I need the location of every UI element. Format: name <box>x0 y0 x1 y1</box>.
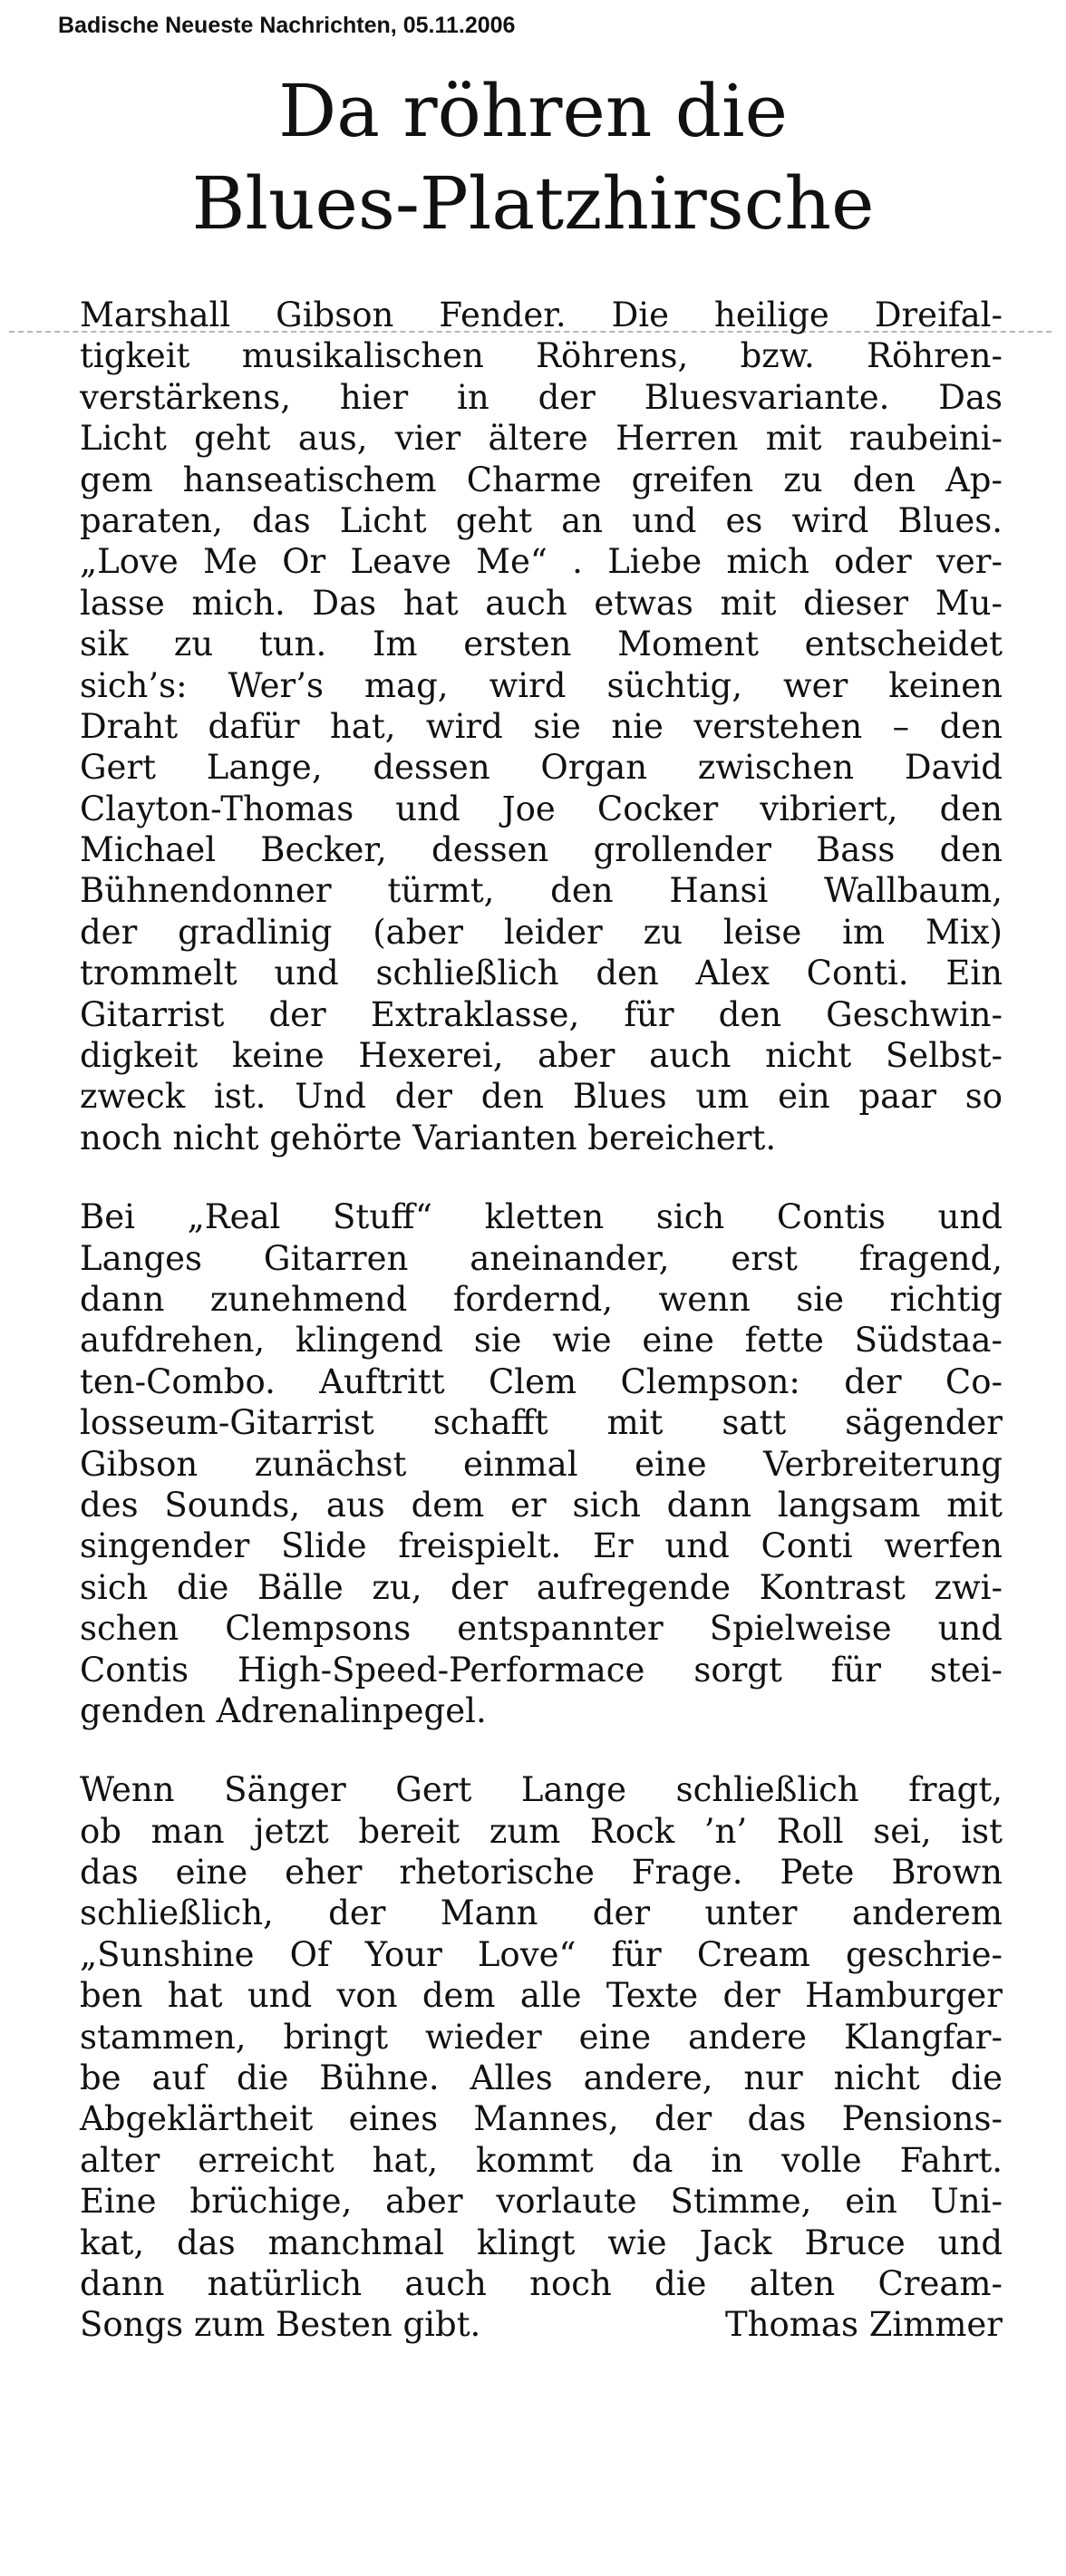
paragraph <box>80 1769 1003 2304</box>
text-line: noch nicht gehörte Varianten bereichert. <box>80 1118 777 1157</box>
text-line: Bühnendonner türmt, den Hansi Wallbaum, <box>80 871 1003 911</box>
text-line: Langes Gitarren aneinander, erst fragend, <box>80 1238 1003 1278</box>
text-line: tigkeit musikalischen Röhrens, bzw. Röhren- <box>80 336 1003 376</box>
text-line: Contis High-Speed-Performace sorgt für stei- <box>80 1650 1003 1690</box>
text-line: alter erreicht hat, kommt da in volle Fahrt. <box>80 2140 1003 2180</box>
newspaper-source-line: Badische Neueste Nachrichten, 05.11.2006 <box>58 13 516 38</box>
text-line: genden Adrenalinpegel. <box>80 1690 487 1730</box>
text-line: Michael Becker, dessen grollender Bass den <box>80 830 1003 870</box>
text-line: Clayton-Thomas und Joe Cocker vibriert, den <box>80 789 1003 828</box>
headline-line-2: Blues-Platzhirsche <box>191 161 875 246</box>
text-line: Gitarrist der Extraklasse, für den Geschwin- <box>80 994 1003 1034</box>
text-line: „Love Me Or Leave Me“ . Liebe mich oder ver- <box>80 542 1003 582</box>
article-paragraphs <box>80 295 1003 2304</box>
text-line: des Sounds, aus dem er sich dann langsam mit <box>80 1485 1003 1525</box>
headline-line-1: Da röhren die <box>278 69 788 153</box>
text-line: kat, das manchmal klingt wie Jack Bruce und <box>80 2223 1003 2262</box>
text-line: Draht dafür hat, wird sie nie verstehen – den <box>80 706 1003 746</box>
text-line: ob man jetzt bereit zum Rock ’n’ Roll sei, ist <box>80 1811 1003 1851</box>
text-line: der gradlinig (aber leider zu leise im Mix) <box>80 912 1003 952</box>
text-line: paraten, das Licht geht an und es wird Blues. <box>80 500 1003 540</box>
closing-line <box>80 2304 1003 2345</box>
text-line: ben hat und von dem alle Texte der Hamburger <box>80 1976 1003 2016</box>
text-line: be auf die Bühne. Alles andere, nur nicht die <box>80 2058 1003 2098</box>
text-line: verstärkens, hier in der Bluesvariante. Das <box>80 377 1003 417</box>
text-line: singender Slide freispielt. Er und Conti werfen <box>80 1526 1003 1566</box>
text-line: Eine brüchige, aber vorlaute Stimme, ein Uni- <box>80 2182 1003 2222</box>
paragraph <box>80 295 1003 1158</box>
text-line: stammen, bringt wieder eine andere Klangfar- <box>80 2017 1003 2057</box>
paragraph-gap <box>80 1731 1003 1769</box>
text-line: Licht geht aus, vier ältere Herren mit raubeini- <box>80 419 1003 459</box>
text-line: ten-Combo. Auftritt Clem Clempson: der Co- <box>80 1361 1003 1401</box>
text-line: trommelt und schließlich den Alex Conti. Ein <box>80 954 1003 993</box>
text-line: schen Clempsons entspannter Spielweise und <box>80 1609 1003 1649</box>
headline <box>0 65 1066 250</box>
author-byline: Thomas Zimmer <box>725 2305 1003 2345</box>
text-line: „Sunshine Of Your Love“ für Cream geschrie- <box>80 1934 1003 1974</box>
text-line: Abgeklärtheit eines Mannes, der das Pensions- <box>80 2099 1003 2139</box>
article-body <box>80 295 1003 2346</box>
text-line: gem hanseatischem Charme greifen zu den Ap- <box>80 460 1003 499</box>
text-line: aufdrehen, klingend sie wie eine fette Südstaa- <box>80 1321 1003 1361</box>
text-line: losseum-Gitarrist schafft mit satt sägender <box>80 1403 1003 1443</box>
text-line: Gibson zunächst einmal eine Verbreiterung <box>80 1444 1003 1484</box>
text-line: dann zunehmend fordernd, wenn sie richtig <box>80 1279 1003 1319</box>
paragraph <box>80 1196 1003 1731</box>
text-line: Wenn Sänger Gert Lange schließlich fragt, <box>80 1770 1003 1810</box>
text-line: digkeit keine Hexerei, aber auch nicht Selbst- <box>80 1036 1003 1076</box>
text-line: sich die Bälle zu, der aufregende Kontrast zwi- <box>80 1567 1003 1607</box>
text-line: Gert Lange, dessen Organ zwischen David <box>80 748 1003 788</box>
text-line: Bei „Real Stuff“ kletten sich Contis und <box>80 1197 1003 1237</box>
text-line: das eine eher rhetorische Frage. Pete Brown <box>80 1853 1003 1893</box>
text-line: dann natürlich auch noch die alten Cream- <box>80 2263 1003 2303</box>
paragraph-gap <box>80 1158 1003 1196</box>
text-line: lasse mich. Das hat auch etwas mit dieser Mu- <box>80 583 1003 623</box>
text-line: schließlich, der Mann der unter anderem <box>80 1893 1003 1933</box>
text-line: Marshall Gibson Fender. Die heilige Dreifal- <box>80 295 1003 334</box>
text-line: zweck ist. Und der den Blues um ein paar so <box>80 1077 1003 1117</box>
closing-text: Songs zum Besten gibt. <box>80 2305 481 2345</box>
text-line: sik zu tun. Im ersten Moment entscheidet <box>80 625 1003 664</box>
text-line: sich’s: Wer’s mag, wird süchtig, wer keinen <box>80 665 1003 705</box>
